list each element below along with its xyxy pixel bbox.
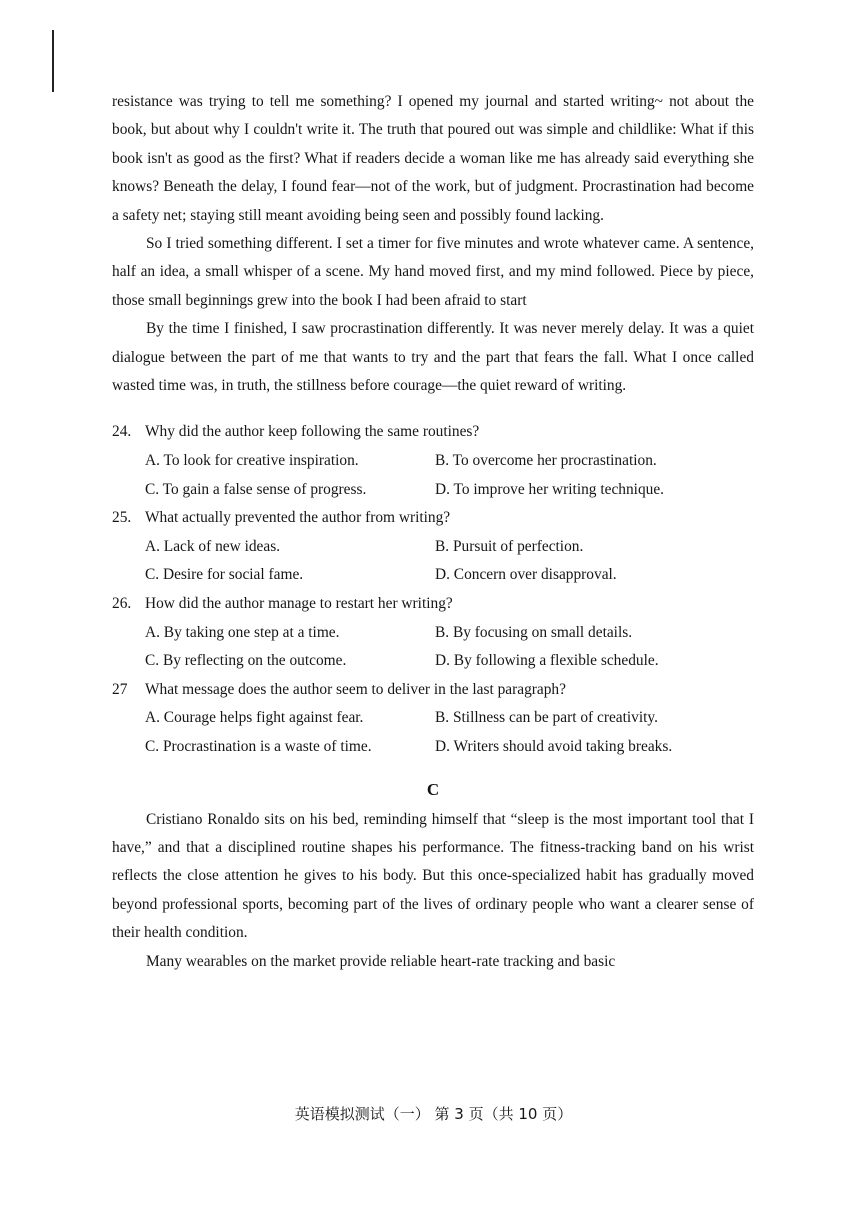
option-d: D. To improve her writing technique. bbox=[435, 480, 665, 498]
passage-paragraph: resistance was trying to tell me something? I opened my journal and started writing~ not about the book, but about why I couldn't write it. The truth that poured out was simple and childlike: What if this book isn't as good as the first? What if readers decide a woman like me has already said everything she knows? Beneath the delay, I found fear—not of the work, but of judgment. Procrastination had become a safety net; staying still meant avoiding being seen and possibly found lacking. bbox=[112, 93, 754, 224]
question-number: 24. bbox=[112, 423, 132, 441]
question-26 bbox=[112, 590, 754, 676]
option-c: C. Procrastination is a waste of time. bbox=[145, 738, 372, 755]
question-number: 26. bbox=[112, 595, 132, 613]
passage-paragraph: By the time I finished, I saw procrastination differently. It was never merely delay. It was a quiet dialogue between the part of me that wants to try and the part that fears the fall. What I once called wasted time was, in truth, the stillness before courage—the quiet reward of writing. bbox=[112, 320, 754, 395]
passage-b bbox=[112, 88, 754, 400]
question-number: 27 bbox=[112, 680, 128, 698]
option-a: A. Lack of new ideas. bbox=[145, 537, 281, 555]
question-list bbox=[112, 418, 754, 761]
question-25 bbox=[112, 504, 754, 590]
option-b: B. Stillness can be part of creativity. bbox=[435, 709, 658, 727]
passage-paragraph: So I tried something different. I set a timer for five minutes and wrote whatever came. A sentence, half an idea, a small whisper of a scene. My hand moved first, and my mind followed. Piece by piece, those small beginnings grew into the book I had been afraid to start bbox=[112, 235, 754, 309]
section-heading: C bbox=[426, 779, 440, 799]
question-number: 25. bbox=[112, 509, 132, 527]
option-d: D. Writers should avoid taking breaks. bbox=[435, 738, 673, 755]
question-24 bbox=[112, 418, 754, 504]
question-stem: How did the author manage to restart her writing? bbox=[145, 595, 453, 613]
passage-paragraph: Many wearables on the market provide reliable heart-rate tracking and basic bbox=[146, 952, 616, 970]
option-d: D. By following a flexible schedule. bbox=[435, 652, 659, 670]
passage-paragraph: Cristiano Ronaldo sits on his bed, reminding himself that “sleep is the most important tool that I have,” and that a disciplined routine shapes his performance. The fitness-tracking band on his wrist reflects the close attention he gives to his body. But this once-specialized habit has gradually moved beyond professional sports, becoming part of the lives of ordinary people who want a clearer sense of their health condition. bbox=[112, 810, 754, 942]
page-footer: 英语模拟测试（一） 第 3 页（共 10 页） bbox=[294, 1105, 573, 1123]
option-b: B. By focusing on small details. bbox=[435, 623, 633, 641]
passage-c bbox=[112, 806, 754, 976]
scan-edge-mark bbox=[52, 30, 54, 92]
option-a: A. By taking one step at a time. bbox=[145, 623, 340, 641]
question-stem: Why did the author keep following the same routines? bbox=[145, 423, 480, 441]
option-b: B. Pursuit of perfection. bbox=[435, 537, 584, 555]
option-c: C. To gain a false sense of progress. bbox=[145, 480, 367, 498]
option-d: D. Concern over disapproval. bbox=[435, 566, 617, 584]
question-stem: What actually prevented the author from writing? bbox=[145, 509, 451, 527]
option-a: A. Courage helps fight against fear. bbox=[145, 709, 364, 727]
question-stem: What message does the author seem to deliver in the last paragraph? bbox=[145, 680, 566, 698]
question-27 bbox=[112, 676, 754, 762]
option-c: C. By reflecting on the outcome. bbox=[145, 652, 347, 670]
option-b: B. To overcome her procrastination. bbox=[435, 452, 657, 470]
option-c: C. Desire for social fame. bbox=[145, 566, 304, 584]
option-a: A. To look for creative inspiration. bbox=[145, 452, 359, 470]
page-content bbox=[112, 88, 754, 976]
